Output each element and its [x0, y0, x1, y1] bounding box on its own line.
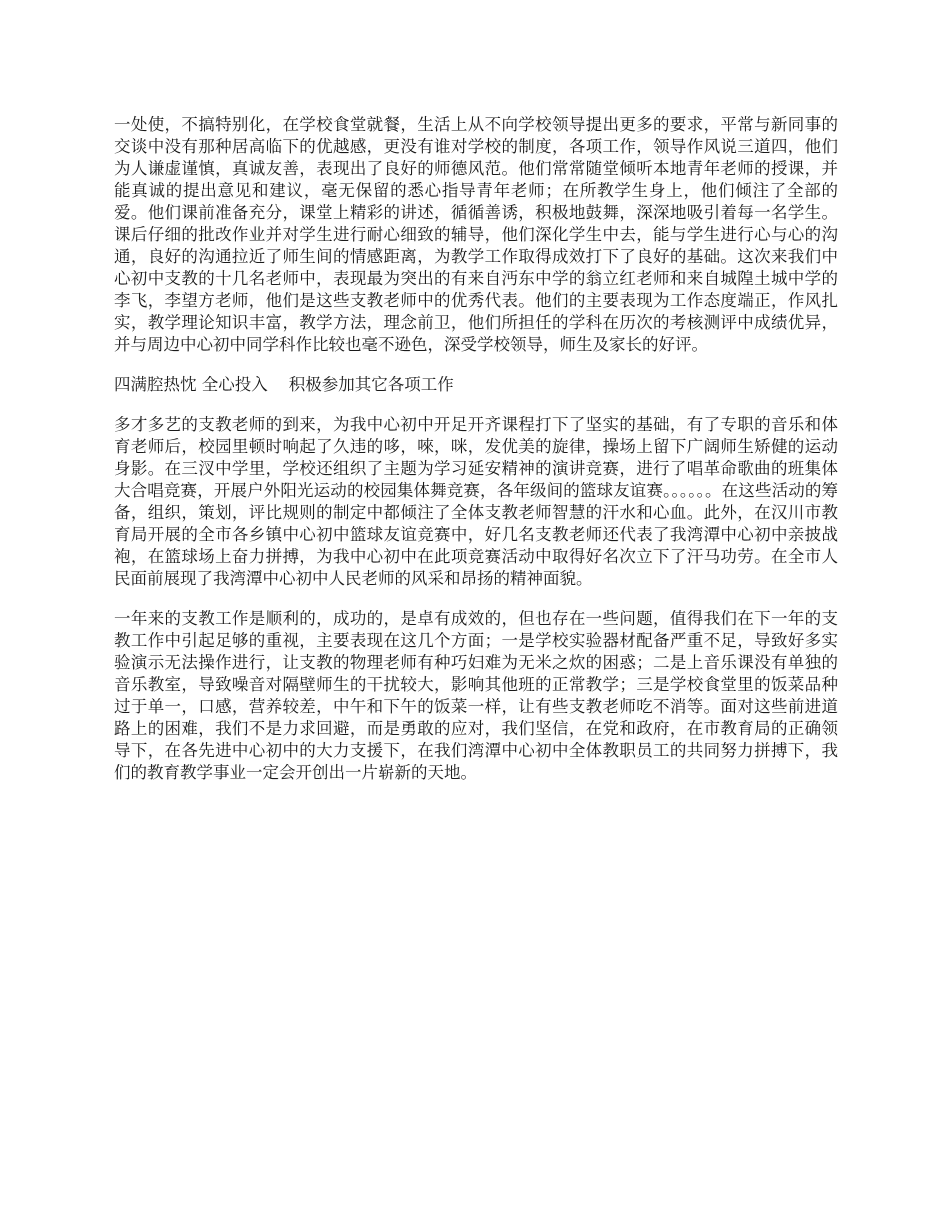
document-body — [114, 114, 838, 802]
paragraph-summary-problems: 一年来的支教工作是顺利的，成功的，是卓有成效的，但也存在一些问题，值得我们在下一年的支教工作中引起足够的重视，主要表现在这几个方面；一是学校实验器材配备严重不足，导致好多实验演示无法操作进行，让支教的物理老师有种巧妇难为无米之炊的困惑；二是上音乐课没有单独的音乐教室，导致噪音对隔壁师生的干扰较大，影响其他班的正常教学；三是学校食堂里的饭菜品种过于单一，口感，营养较差，中午和下午的饭菜一样，让有些支教老师吃不消等。面对这些前进道路上的困难，我们不是力求回避，而是勇敢的应对，我们坚信，在党和政府，在市教育局的正确领导下，在各先进中心初中的大力支援下，在我们湾潭中心初中全体教职员工的共同努力拼搏下，我们的教育教学事业一定会开创出一片崭新的天地。 — [114, 609, 838, 782]
paragraph-activities: 多才多艺的支教老师的到来，为我中心初中开足开齐课程打下了坚实的基础，有了专职的音乐和体育老师后，校园里顿时响起了久违的哆，唻，咪，发优美的旋律，操场上留下广阔师生矫健的运动身影。在三汊中学里，学校还组织了主题为学习延安精神的演讲竞赛，进行了唱革命歌曲的班集体大合唱竞赛，开展户外阳光运动的校园集体舞竞赛，各年级间的篮球友谊赛。。。。。。在这些活动的筹备，组织，策划，评比规则的制定中都倾注了全体支教老师智慧的汗水和心血。此外，在汉川市教育局开展的全市各乡镇中心初中篮球友谊竞赛中，好几名支教老师还代表了我湾潭中心初中亲披战袍，在篮球场上奋力拼搏，为我中心初中在此项竞赛活动中取得好名次立下了汗马功劳。在全市人民面前展现了我湾潭中心初中人民老师的风采和昂扬的精神面貌。 — [114, 415, 838, 588]
paragraph-teacher-conduct: 一处使，不搞特别化，在学校食堂就餐，生活上从不向学校领导提出更多的要求，平常与新同事的交谈中没有那种居高临下的优越感，更没有谁对学校的制度，各项工作，领导作风说三道四，他们为人谦虚谨慎，真诚友善，表现出了良好的师德风范。他们常常随堂倾听本地青年老师的授课，并能真诚的提出意见和建议，毫无保留的悉心指导青年老师；在所教学生身上，他们倾注了全部的爱。他们课前准备充分，课堂上精彩的讲述，循循善诱，积极地鼓舞，深深地吸引着每一名学生。课后仔细的批改作业并对学生进行耐心细致的辅导，他们深化学生中去，能与学生进行心与心的沟通，良好的沟通拉近了师生间的情感距离，为教学工作取得成效打下了良好的基础。这次来我们中心初中支教的十几名老师中，表现最为突出的有来自沔东中学的翁立红老师和来自城隍土城中学的李飞，李望方老师，他们是这些支教老师中的优秀代表。他们的主要表现为工作态度端正，作风扎实，教学理论知识丰富，教学方法，理念前卫，他们所担任的学科在历次的考核测评中成绩优异，并与周边中心初中同学科作比较也毫不逊色，深受学校领导，师生及家长的好评。 — [114, 115, 838, 354]
section-heading-four: 四满腔热忱 全心投入 积极参加其它各项工作 — [114, 375, 454, 394]
